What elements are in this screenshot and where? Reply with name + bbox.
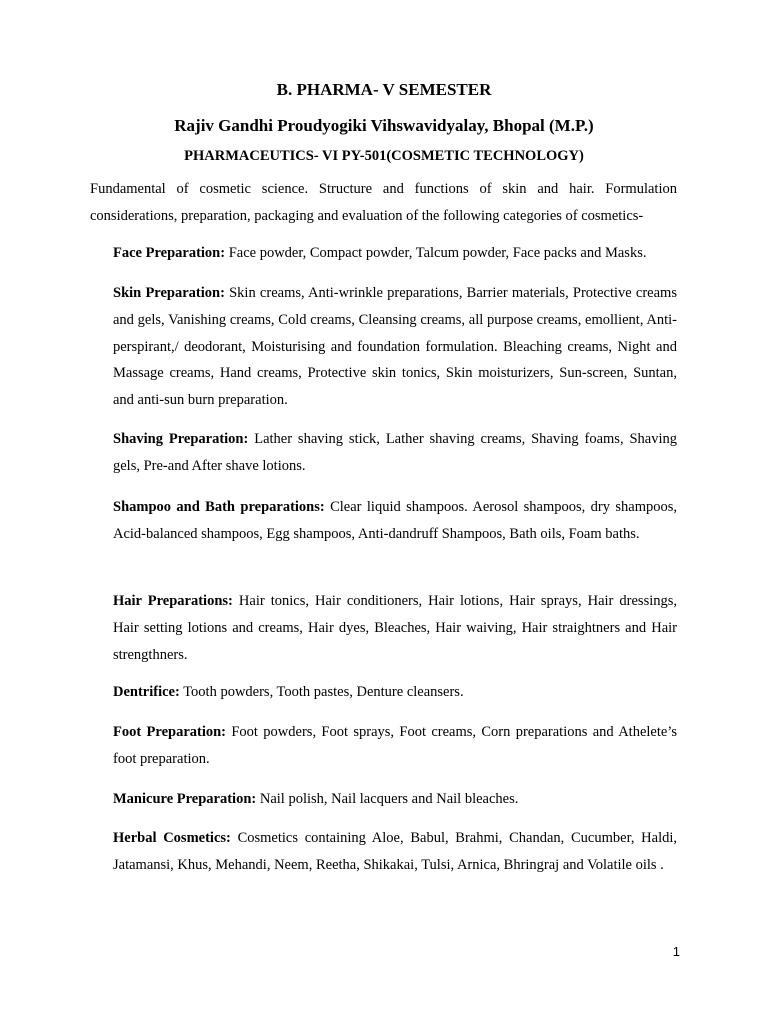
section-text: Skin creams, Anti-wrinkle preparations, Barrier materials, Protective creams and gels, Vanishing creams, Cold creams, Cleansing creams, all purpose creams, emollient, Anti-perspirant,/ deodorant, Moisturising and foundation formulation. Bleaching creams, Night and Massage creams, Hand creams, Protective skin tonics, Skin moisturizers, Sun-screen, Suntan, and anti-sun burn preparation. bbox=[113, 285, 677, 409]
section-hair-preparations bbox=[113, 588, 677, 668]
section-text: Foot powders, Foot sprays, Foot creams, Corn preparations and Athelete’s foot preparation. bbox=[113, 724, 677, 767]
section-shampoo-bath bbox=[113, 494, 677, 548]
section-heading: Herbal Cosmetics: bbox=[113, 830, 231, 846]
section-heading: Face Preparation: bbox=[113, 245, 226, 261]
intro-paragraph: Fundamental of cosmetic science. Structure and functions of skin and hair. Formulation considerations, preparation, packaging and evaluation of the following categories of cosmetics- bbox=[90, 181, 677, 224]
university-heading: Rajiv Gandhi Proudyogiki Vihswavidyalay, Bhopal (M.P.) bbox=[174, 116, 594, 135]
section-herbal-cosmetics bbox=[113, 825, 677, 879]
page-number: 1 bbox=[672, 944, 680, 959]
section-heading: Foot Preparation: bbox=[113, 724, 227, 740]
section-heading: Shampoo and Bath preparations: bbox=[113, 499, 325, 515]
section-face-preparation bbox=[113, 240, 677, 267]
section-heading: Dentrifice: bbox=[113, 684, 180, 700]
section-heading: Skin Preparation: bbox=[113, 285, 225, 301]
section-text: Hair tonics, Hair conditioners, Hair lotions, Hair sprays, Hair dressings, Hair setting lotions and creams, Hair dyes, Bleaches, Hair waiving, Hair straightners and Hair strengthners. bbox=[113, 593, 678, 663]
section-text: Cosmetics containing Aloe, Babul, Brahmi, Chandan, Cucumber, Haldi, Jatamansi, Khus, Mehandi, Neem, Reetha, Shikakai, Tulsi, Arnica, Bhringraj and Volatile oils . bbox=[113, 830, 678, 873]
section-dentrifice bbox=[113, 679, 677, 706]
section-shaving-preparation bbox=[113, 426, 677, 480]
section-text: Nail polish, Nail lacquers and Nail bleaches. bbox=[256, 791, 519, 807]
course-heading: PHARMACEUTICS- VI PY-501(COSMETIC TECHNOLOGY) bbox=[184, 148, 584, 164]
section-heading: Manicure Preparation: bbox=[113, 791, 257, 807]
semester-heading: B. PHARMA- V SEMESTER bbox=[276, 80, 492, 99]
section-manicure-preparation bbox=[113, 786, 677, 813]
section-foot-preparation bbox=[113, 719, 677, 773]
section-heading: Shaving Preparation: bbox=[113, 431, 249, 447]
section-text: Tooth powders, Tooth pastes, Denture cleansers. bbox=[179, 684, 464, 700]
section-text: Lather shaving stick, Lather shaving creams, Shaving foams, Shaving gels, Pre-and After shave lotions. bbox=[113, 431, 677, 474]
section-text: Face powder, Compact powder, Talcum powder, Face packs and Masks. bbox=[225, 245, 647, 261]
section-heading: Hair Preparations: bbox=[113, 593, 233, 609]
section-skin-preparation bbox=[113, 280, 677, 414]
section-text: Clear liquid shampoos. Aerosol shampoos, dry shampoos, Acid-balanced shampoos, Egg shampoos, Anti-dandruff Shampoos, Bath oils, Foam baths. bbox=[113, 499, 678, 542]
